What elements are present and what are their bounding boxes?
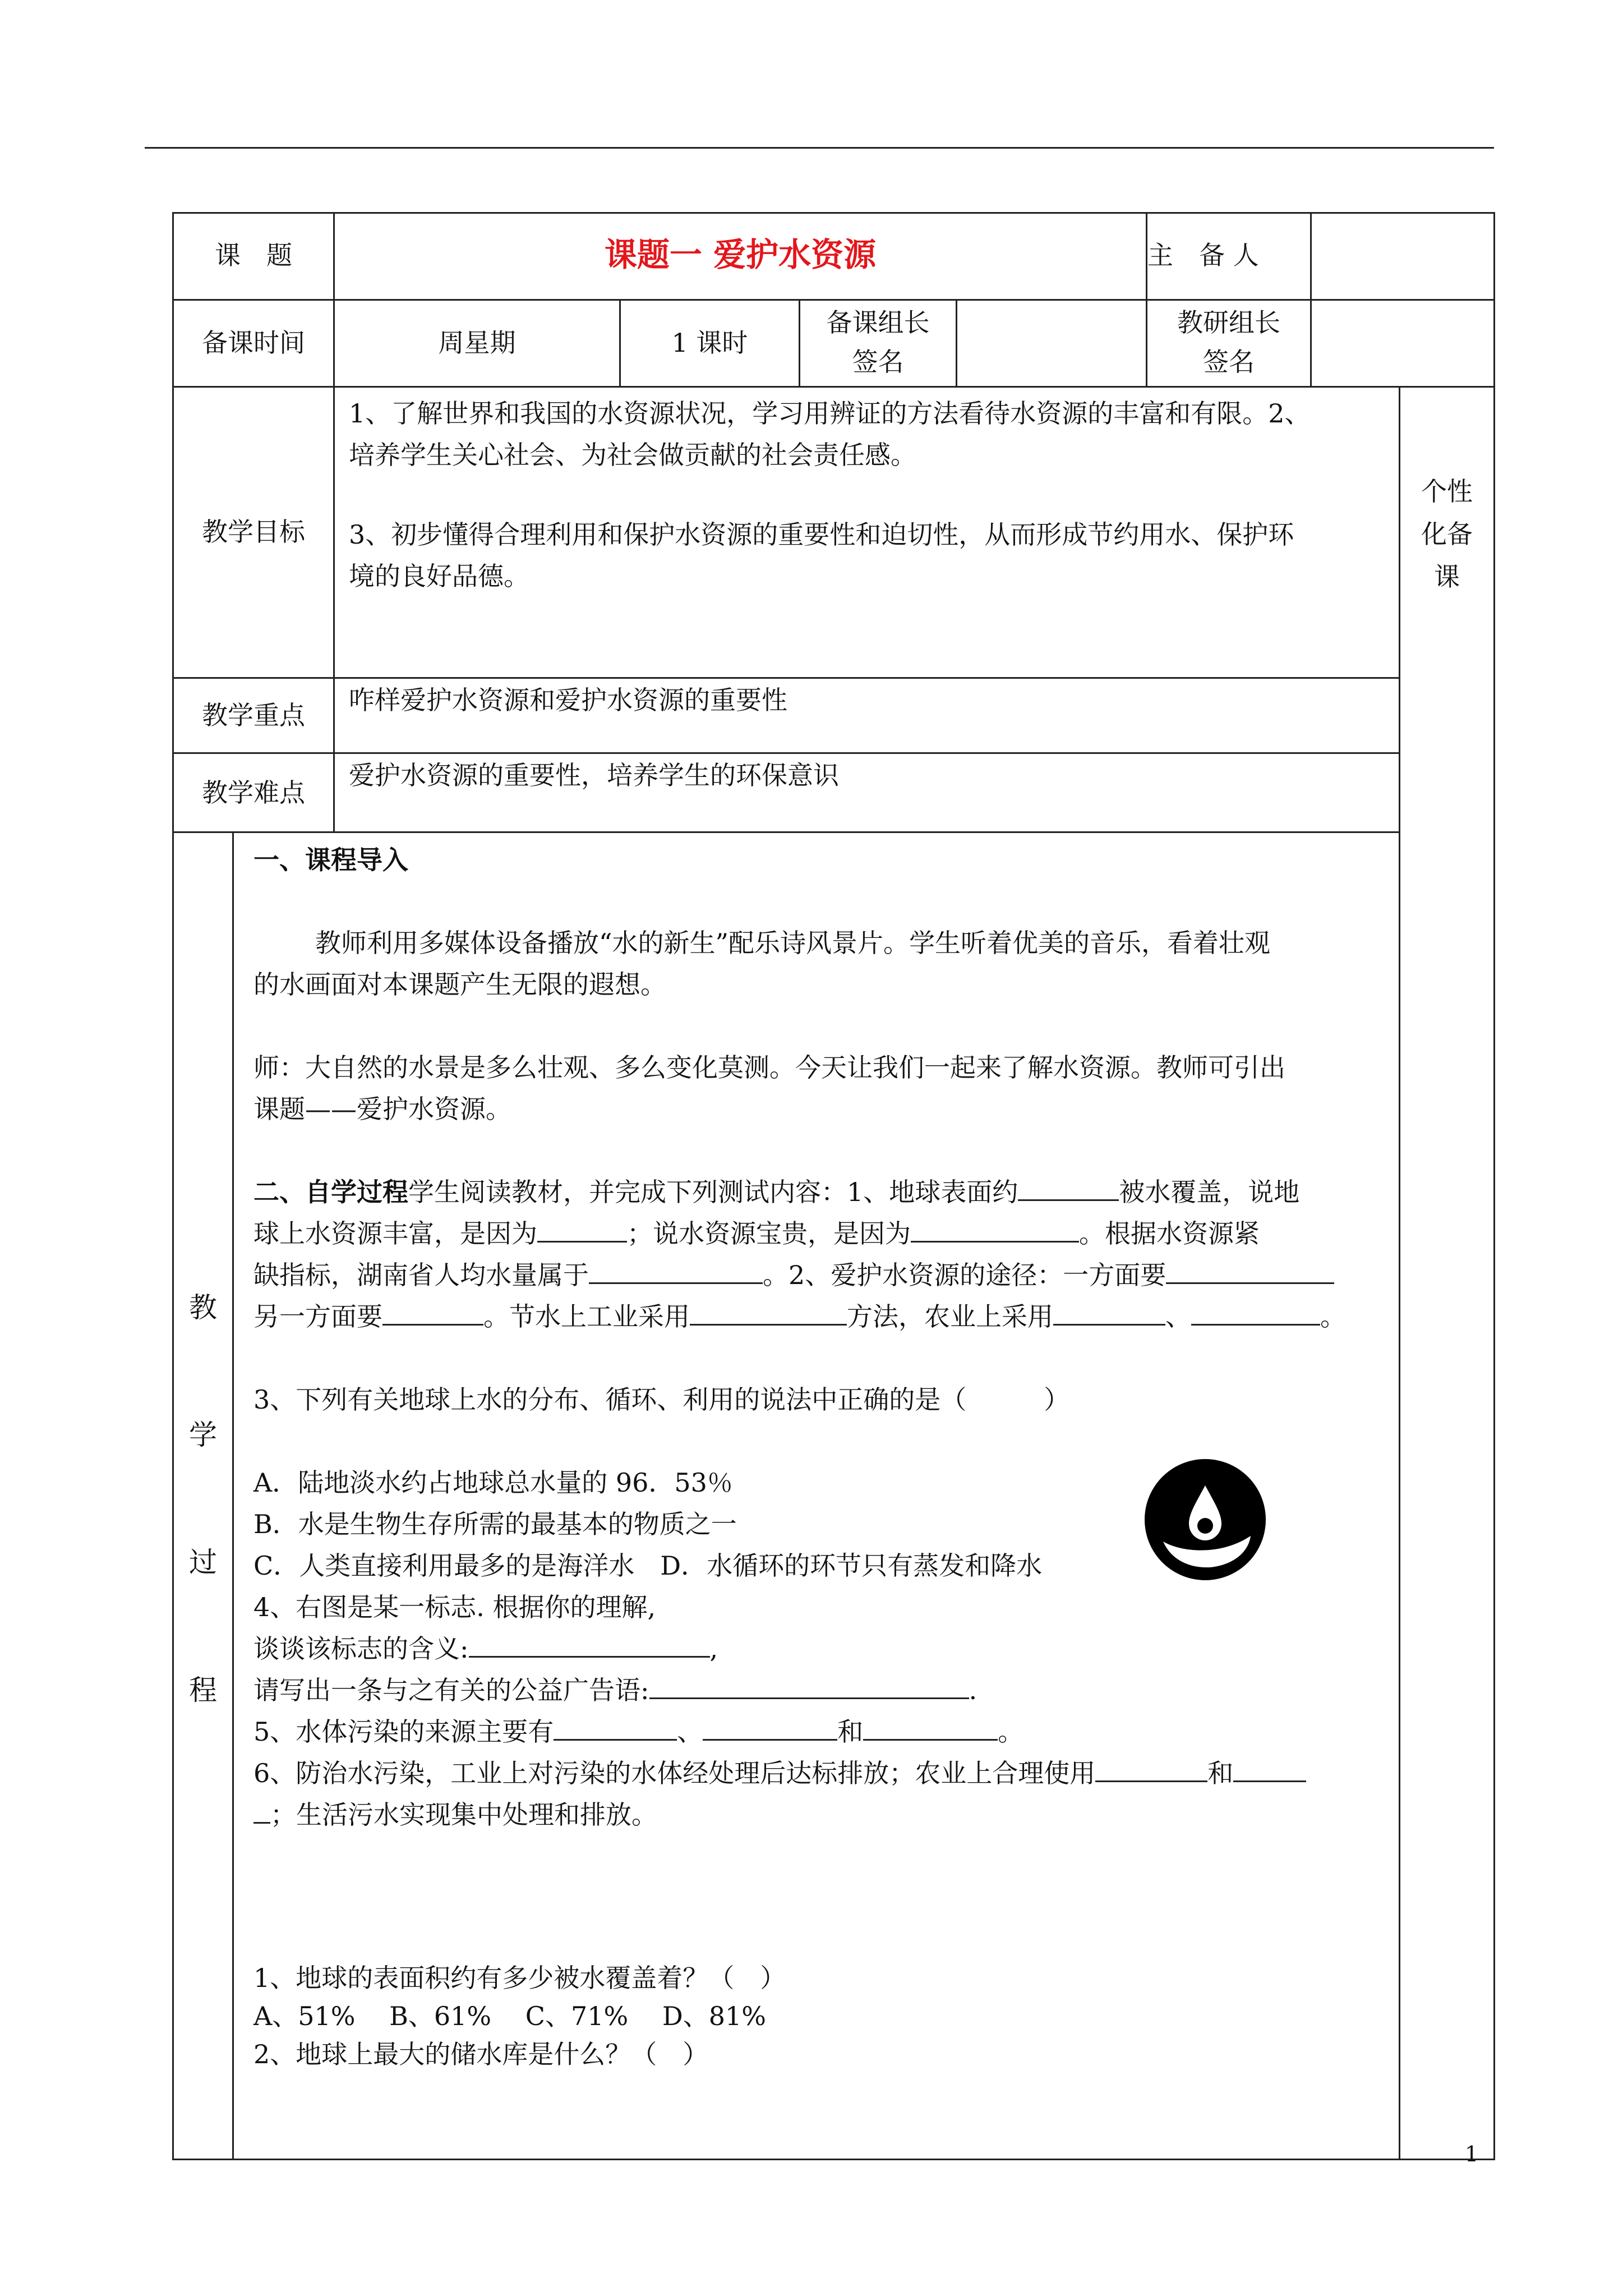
week-label: 周星期 <box>438 328 516 358</box>
question-4-text: 请写出一条与之有关的公益广告语: <box>253 1675 649 1705</box>
question-4-line: 4、右图是某一标志. 根据你的理解, <box>253 1592 656 1622</box>
question-4-text: 谈谈该标志的含义: <box>253 1634 469 1664</box>
fill-blank[interactable] <box>469 1631 710 1658</box>
table-col-divider <box>1399 386 1400 2160</box>
research-leader-label-line1: 教研组长 <box>1177 307 1280 338</box>
question-5-text: 和 <box>837 1717 864 1747</box>
teacher-line: 师：大自然的水景是多么壮观、多么变化莫测。今天让我们一起来了解水资源。教师可引出 <box>253 1052 1285 1083</box>
intro-line: 教师利用多媒体设备播放“水的新生”配乐诗风景片。学生听着优美的音乐，看着壮观 <box>315 928 1271 958</box>
teacher-line: 课题——爱护水资源。 <box>253 1094 511 1124</box>
group-leader-label-line2: 签名 <box>852 347 904 377</box>
intro-line: 的水画面对本课题产生无限的遐想。 <box>253 969 666 1000</box>
self-study-text: 缺指标，湖南省人均水量属于 <box>253 1260 589 1290</box>
fill-blank[interactable] <box>554 1714 677 1741</box>
self-study-text: 。 <box>1320 1301 1346 1332</box>
fill-blank[interactable] <box>863 1714 998 1741</box>
process-label-char: 学 <box>189 1419 217 1451</box>
question-4-line <box>253 1669 1398 1711</box>
question-5-line <box>253 1711 1398 1752</box>
table-col-divider <box>956 299 957 388</box>
question-6-line <box>253 1752 1398 1794</box>
self-study-line <box>253 1296 1398 1337</box>
self-study-text: ；说水资源宝贵，是因为 <box>627 1218 911 1249</box>
process-label-char: 过 <box>189 1546 217 1579</box>
exercise-1-options: A、51% B、61% C、71% D、81% <box>253 2001 766 2031</box>
process-label-char: 程 <box>189 1674 217 1706</box>
question-3-option-b: B．水是生物生存所需的最基本的物质之一 <box>253 1509 737 1539</box>
table-col-divider <box>232 831 234 2160</box>
table-col-divider <box>333 212 335 833</box>
table-row-divider <box>172 386 1495 388</box>
objective-line: 培养学生关心社会、为社会做贡献的社会责任感。 <box>349 440 916 470</box>
self-study-text: 。节水上工业采用 <box>483 1301 690 1332</box>
table-bottom-border <box>172 2159 1495 2160</box>
group-leader-label-line1: 备课组长 <box>826 307 930 338</box>
objectives-label: 教学目标 <box>202 517 305 547</box>
self-study-text: 另一方面要 <box>253 1301 382 1332</box>
side-note-line: 课 <box>1434 562 1460 592</box>
fill-blank[interactable] <box>1166 1258 1334 1284</box>
preparer-label: 主 备 人 <box>1147 240 1259 270</box>
table-row-divider <box>172 752 1399 754</box>
process-label-char: 教 <box>189 1291 217 1324</box>
table-top-border <box>172 212 1495 214</box>
fill-blank[interactable] <box>1053 1299 1165 1326</box>
page-number: 1 <box>1465 2142 1479 2166</box>
question-3-option-cd: C．人类直接利用最多的是海洋水 D．水循环的环节只有蒸发和降水 <box>253 1550 1043 1581</box>
self-study-line <box>253 1213 1398 1254</box>
fill-blank[interactable] <box>1233 1756 1306 1782</box>
fill-blank[interactable] <box>1191 1299 1320 1326</box>
self-study-text: 。2、爱护水资源的途径：一方面要 <box>763 1260 1166 1290</box>
subject-label: 课 题 <box>215 240 292 270</box>
hours-label: 1 课时 <box>671 328 748 358</box>
fill-blank[interactable] <box>649 1673 969 1699</box>
self-study-line <box>253 1171 1398 1213</box>
question-6-text: 6、防治水污染，工业上对污染的水体经处理后达标排放；农业上合理使用 <box>253 1758 1096 1788</box>
fill-blank[interactable] <box>537 1216 627 1243</box>
self-study-text: 学生阅读教材，并完成下列测试内容：1、地球表面约 <box>408 1177 1018 1207</box>
process-body <box>253 839 1398 2073</box>
fill-blank[interactable] <box>911 1216 1079 1243</box>
fill-blank[interactable] <box>690 1299 847 1326</box>
table-right-border <box>1493 212 1495 2160</box>
table-row-divider <box>172 677 1399 679</box>
question-5-text: 、 <box>677 1717 703 1747</box>
side-note-line: 个性 <box>1421 476 1473 507</box>
research-leader-sign-label <box>1147 303 1310 381</box>
section1-heading: 一、课程导入 <box>253 845 408 875</box>
table-row-divider <box>172 299 1495 301</box>
self-study-text: 。根据水资源紧 <box>1079 1218 1260 1249</box>
side-note-line: 化备 <box>1421 519 1473 549</box>
objective-line: 3、初步懂得合理利用和保护水资源的重要性和迫切性，从而形成节约用水、保护环 <box>349 519 1294 550</box>
question-4-text: . <box>969 1675 978 1705</box>
prep-time-label: 备课时间 <box>202 328 305 358</box>
table-left-border <box>172 212 174 2160</box>
question-4-line <box>253 1628 1398 1669</box>
difficulty-text: 爱护水资源的重要性，培养学生的环保意识 <box>349 760 839 790</box>
question-3-option-a: A．陆地淡水约占地球总水量的 96．53％ <box>253 1467 733 1498</box>
difficulty-label: 教学难点 <box>202 777 305 808</box>
question-6-line <box>253 1794 1398 1835</box>
question-6-text: 和 <box>1207 1758 1234 1788</box>
self-study-line <box>253 1254 1398 1296</box>
self-study-text: 球上水资源丰富，是因为 <box>253 1218 537 1249</box>
research-leader-label-line2: 签名 <box>1203 347 1255 377</box>
question-6-text: ；生活污水实现集中处理和排放。 <box>270 1800 657 1830</box>
exercise-1: 1、地球的表面积约有多少被水覆盖着？（ ） <box>253 1963 786 1993</box>
self-study-text: 方法，农业上采用 <box>847 1301 1053 1332</box>
fill-blank[interactable] <box>382 1299 483 1326</box>
fill-blank[interactable] <box>1095 1756 1207 1782</box>
fill-blank[interactable] <box>1018 1175 1119 1201</box>
exercise-2: 2、地球上最大的储水库是什么？（ ） <box>253 2039 709 2069</box>
objective-line: 境的良好品德。 <box>349 561 529 591</box>
table-col-divider <box>1310 212 1312 388</box>
self-study-text: 被水覆盖，说地 <box>1119 1177 1300 1207</box>
objective-line: 1、了解世界和我国的水资源状况，学习用辨证的方法看待水资源的丰富和有限。2、 <box>349 398 1311 429</box>
key-point-text: 咋样爱护水资源和爱护水资源的重要性 <box>349 685 787 715</box>
header-rule <box>145 147 1494 149</box>
key-point-label: 教学重点 <box>202 700 305 730</box>
question-5-text: 5、水体污染的来源主要有 <box>253 1717 554 1747</box>
fill-blank[interactable] <box>589 1258 763 1284</box>
personalized-prep-label <box>1400 470 1493 598</box>
group-leader-sign-label <box>800 303 956 381</box>
lesson-title: 课题一 爱护水资源 <box>604 236 877 274</box>
objectives-text <box>349 393 1392 597</box>
section2-heading: 二、自学过程 <box>253 1177 408 1207</box>
fill-blank[interactable] <box>253 1797 270 1824</box>
fill-blank[interactable] <box>703 1714 837 1741</box>
question-4-text: , <box>709 1634 718 1664</box>
self-study-text: 、 <box>1165 1301 1191 1332</box>
water-saving-emblem-icon <box>1143 1457 1267 1582</box>
question-3: 3、下列有关地球上水的分布、循环、利用的说法中正确的是（ ） <box>253 1384 1070 1415</box>
table-row-divider <box>172 831 1399 833</box>
question-5-text: 。 <box>998 1717 1024 1747</box>
